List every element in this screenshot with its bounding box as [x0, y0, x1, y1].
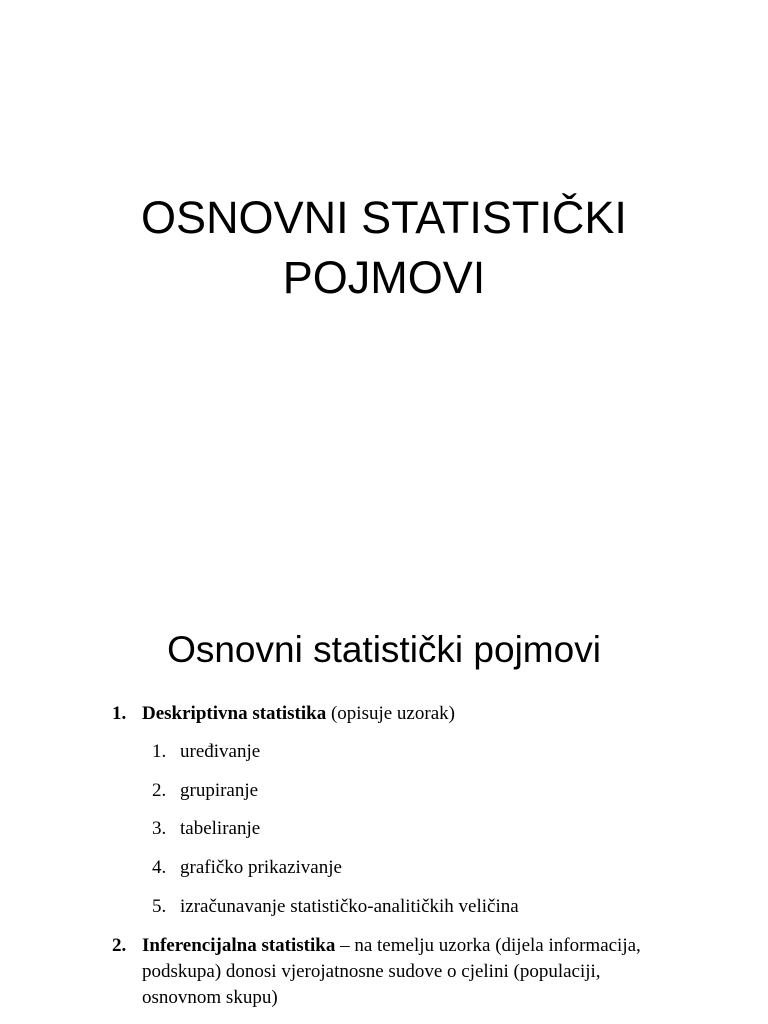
- sub-list-text: grafičko prikazivanje: [180, 857, 342, 878]
- sub-list-number: 2.: [152, 780, 167, 801]
- section-title: Osnovni statistički pojmovi: [167, 629, 601, 670]
- title-line-1: OSNOVNI STATISTIČKI: [141, 192, 627, 243]
- list-item-text: [142, 933, 682, 1011]
- title-line-2: POJMOVI: [282, 252, 486, 303]
- sub-list-number: 3.: [152, 818, 167, 839]
- sub-list-number: 5.: [152, 896, 167, 917]
- sub-list-text: tabeliranje: [180, 818, 261, 839]
- sub-list-text: izračunavanje statističko-analitičkih veličina: [180, 896, 519, 917]
- slide-content-page: [0, 576, 768, 1024]
- term-description: (opisuje uzorak): [326, 703, 455, 724]
- term-bold: Inferencijalna statistika: [142, 935, 336, 956]
- list-number: 1.: [112, 703, 127, 724]
- term-description: – na temelju uzorka (dijela informacija, podskupa) donosi vjerojatnosne sudove o cjelini (populaciji, osnovnom skupu): [142, 935, 641, 1008]
- page-title: [0, 188, 768, 308]
- list-item-text: [142, 701, 682, 727]
- sub-list-text: grupiranje: [180, 780, 259, 801]
- sub-list-number: 1.: [152, 741, 167, 762]
- sub-list-number: 4.: [152, 857, 167, 878]
- list-number: 2.: [112, 935, 127, 956]
- sub-list-text: uređivanje: [180, 741, 261, 762]
- term-bold: Deskriptivna statistika: [142, 703, 327, 724]
